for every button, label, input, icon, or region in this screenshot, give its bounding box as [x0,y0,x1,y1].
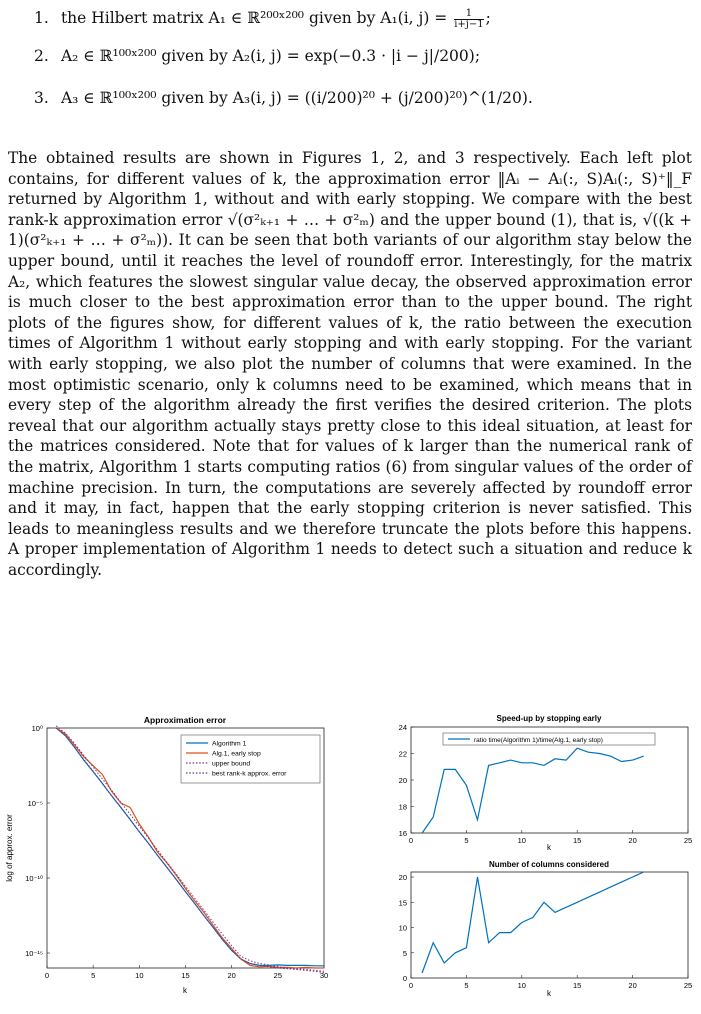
list-number: 3. [34,89,49,107]
x-tick-label: 20 [227,971,236,980]
x-tick-label: 15 [573,981,582,990]
legend-label: upper bound [212,760,251,768]
fraction-denominator: i+j−1 [454,18,484,30]
approx-error-chart [5,715,328,995]
x-tick-label: 15 [573,836,582,845]
list-item-1 [34,8,491,30]
list-item-2 [34,46,480,66]
x-tick-label: 0 [408,981,414,990]
chart-title: Number of columns considered [488,860,610,869]
y-tick-label: 0 [402,974,407,983]
chart-title: Approximation error [143,715,227,725]
x-tick-label: 10 [517,836,526,845]
chart-title: Speed-up by stopping early [496,714,602,723]
y-tick-label: 24 [398,723,407,732]
legend-label: Algorithm 1 [212,740,247,748]
x-axis-label: k [547,843,551,852]
y-tick-label: 10⁻¹⁵ [25,949,43,958]
y-tick-label: 20 [398,776,407,785]
x-axis-label: k [183,986,187,995]
x-tick-label: 15 [181,971,190,980]
x-tick-label: 20 [628,836,637,845]
y-tick-label: 5 [402,948,407,958]
x-tick-label: 25 [683,836,693,845]
list-tail: ; [485,9,491,27]
list-text: the Hilbert matrix A₁ ∈ ℝ²⁰⁰ˣ²⁰⁰ given by A₁(i, j) = [60,9,453,27]
y-tick-label: 10⁻¹⁰ [25,874,43,883]
y-tick-label: 16 [398,829,407,838]
plot-area [411,872,688,978]
legend-label: ratio time(Algorithm 1)/time(Alg.1, early stop) [474,737,603,744]
speedup-chart [399,714,693,852]
x-tick-label: 10 [517,981,526,990]
list-number: 1. [34,9,49,27]
y-axis-label: log of approx. error [5,814,14,882]
x-tick-label: 5 [91,971,96,980]
legend [443,733,655,745]
x-tick-label: 30 [319,971,329,980]
x-tick-label: 0 [44,971,50,980]
paragraph-text: The obtained results are shown in Figures 1, 2, and 3 respectively. Each left plot contains, for different values of k, the approximation error ‖Aᵢ − Aᵢ(:, S)Aᵢ(:, S)⁺‖_F returned by Algorithm 1, without and with early stopping. We compare with the best rank-k approximation error √(σ²ₖ₊₁ + … + σ²ₘ) and the upper bound (1), that is, √((k + 1)(σ²ₖ₊₁ + … + σ²ₘ)). It can be seen that both variants of our algorithm stay below the upper bound, until it reaches the level of roundoff error. Interestingly, for the matrix A₂, which features the slowest singular value decay, the observed approximation error is much closer to the best approximation error than to the upper bound. The right plots of the figures show, for different values of k, the ratio between the execution times of Algorithm 1 without early stopping and with early stopping. For the variant with early stopping, we also plot the number of columns that were examined. In the most optimistic scenario, only k columns need to be examined, which means that in every step of the algorithm already the first verifies the desired criterion. The plots reveal that our algorithm actually stays pretty close to this ideal situation, at least for the matrices considered. Note that for values of k larger than the numerical rank of the matrix, Algorithm 1 starts computing ratios (6) from singular values of the order of machine precision. In turn, the computations are severely affected by roundoff error and it may, in fact, happen that the early stopping criterion is never satisfied. This leads to meaningless results and we therefore truncate the plots before this happens. A proper implementation of Algorithm 1 needs to detect such a situation and reduce k accordingly. [8,149,692,579]
x-tick-label: 25 [683,981,693,990]
fraction-numerator: 1 [454,9,483,20]
x-tick-label: 5 [464,981,469,990]
y-tick-label: 10 [398,923,407,933]
x-tick-label: 25 [273,971,283,980]
y-tick-label: 18 [398,802,407,812]
list-text: A₃ ∈ ℝ¹⁰⁰ˣ²⁰⁰ given by A₃(i, j) = ((i/200)²⁰ + (j/200)²⁰)^(1/20). [60,89,533,107]
fraction [454,9,483,30]
y-tick-label: 10⁻⁵ [27,799,43,808]
columns-chart [399,860,693,998]
x-tick-label: 10 [135,971,144,980]
x-axis-label: k [547,989,551,998]
y-tick-label: 15 [398,898,407,908]
legend [181,735,320,783]
legend-label: Alg.1, early stop [212,750,261,758]
x-tick-label: 5 [464,836,469,845]
x-tick-label: 0 [408,836,414,845]
legend-label: best rank-k approx. error [212,770,287,778]
body-paragraph [8,148,692,580]
list-number: 2. [34,47,49,65]
list-item-3 [34,88,533,108]
y-tick-label: 10⁰ [31,724,43,733]
y-tick-label: 22 [398,749,407,759]
list-text: A₂ ∈ ℝ¹⁰⁰ˣ²⁰⁰ given by A₂(i, j) = exp(−0.3 · |i − j|/200); [60,47,481,65]
figure-area [0,708,701,1004]
x-tick-label: 20 [628,981,637,990]
y-tick-label: 20 [398,873,407,883]
